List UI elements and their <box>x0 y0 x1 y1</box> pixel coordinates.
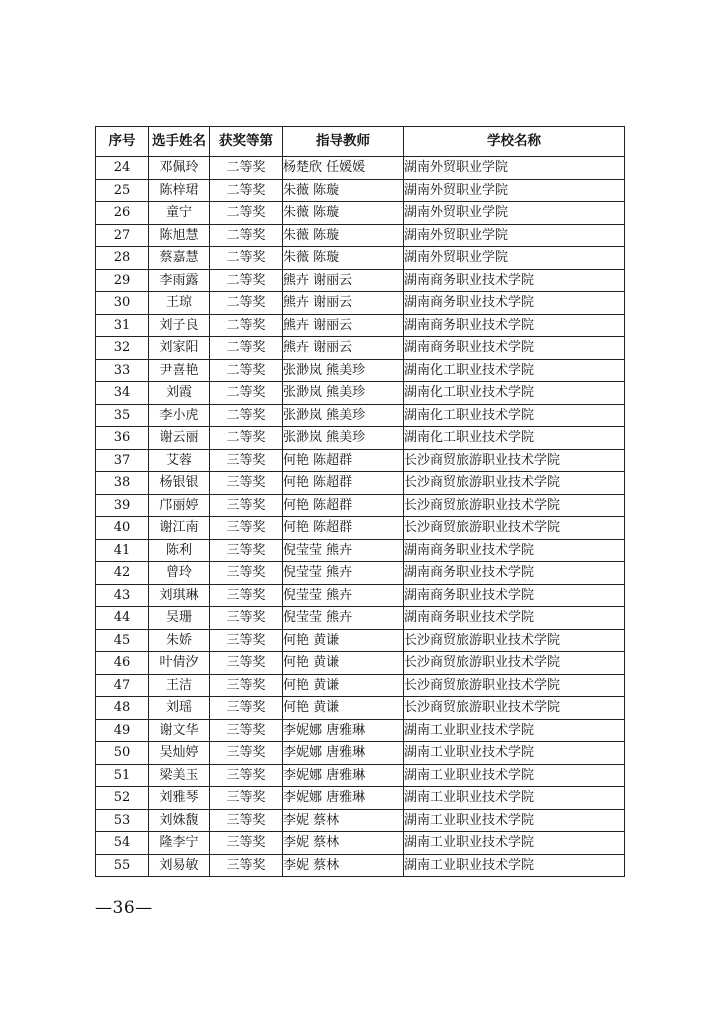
table-row <box>96 787 625 810</box>
award-level-cell: 二等奖 <box>210 314 283 337</box>
school-name-cell: 湖南商务职业技术学院 <box>404 607 625 630</box>
instructor-cell: 倪莹莹 熊卉 <box>283 607 404 630</box>
serial-number-cell: 36 <box>96 427 149 450</box>
serial-number-cell: 34 <box>96 382 149 405</box>
award-level-cell: 三等奖 <box>210 674 283 697</box>
table-row <box>96 584 625 607</box>
serial-number-cell: 27 <box>96 224 149 247</box>
award-level-cell: 三等奖 <box>210 742 283 765</box>
instructor-cell: 张渺岚 熊美珍 <box>283 404 404 427</box>
table-header-row <box>96 127 625 157</box>
table-row <box>96 562 625 585</box>
instructor-cell: 李妮 蔡林 <box>283 809 404 832</box>
table-row <box>96 719 625 742</box>
serial-number-cell: 44 <box>96 607 149 630</box>
table-body <box>96 157 625 877</box>
contestant-name-cell: 陈旭慧 <box>149 224 210 247</box>
school-name-cell: 长沙商贸旅游职业技术学院 <box>404 472 625 495</box>
award-level-cell: 二等奖 <box>210 157 283 180</box>
table-row <box>96 539 625 562</box>
award-level-cell: 三等奖 <box>210 652 283 675</box>
school-name-cell: 湖南商务职业技术学院 <box>404 562 625 585</box>
serial-number-cell: 43 <box>96 584 149 607</box>
school-name-cell: 长沙商贸旅游职业技术学院 <box>404 517 625 540</box>
award-level-cell: 二等奖 <box>210 247 283 270</box>
serial-number-cell: 48 <box>96 697 149 720</box>
contestant-name-cell: 刘雅琴 <box>149 787 210 810</box>
award-level-cell: 二等奖 <box>210 292 283 315</box>
contestant-name-cell: 谢文华 <box>149 719 210 742</box>
instructor-cell: 倪莹莹 熊卉 <box>283 584 404 607</box>
instructor-cell: 张渺岚 熊美珍 <box>283 382 404 405</box>
instructor-cell: 何艳 陈超群 <box>283 494 404 517</box>
serial-number-cell: 54 <box>96 832 149 855</box>
school-name-cell: 长沙商贸旅游职业技术学院 <box>404 629 625 652</box>
instructor-cell: 熊卉 谢丽云 <box>283 314 404 337</box>
table-row <box>96 517 625 540</box>
contestant-name-cell: 吴珊 <box>149 607 210 630</box>
instructor-cell: 熊卉 谢丽云 <box>283 269 404 292</box>
instructor-cell: 李妮娜 唐雅琳 <box>283 719 404 742</box>
contestant-name-cell: 蔡嘉慧 <box>149 247 210 270</box>
table-row <box>96 359 625 382</box>
header-contestant-name: 选手姓名 <box>149 127 210 157</box>
table-row <box>96 809 625 832</box>
table-row <box>96 247 625 270</box>
header-serial-number: 序号 <box>96 127 149 157</box>
header-award-level: 获奖等第 <box>210 127 283 157</box>
serial-number-cell: 52 <box>96 787 149 810</box>
school-name-cell: 湖南工业职业技术学院 <box>404 809 625 832</box>
table-row <box>96 854 625 877</box>
award-level-cell: 三等奖 <box>210 832 283 855</box>
table-row <box>96 292 625 315</box>
contestant-name-cell: 陈梓珺 <box>149 179 210 202</box>
header-school-name: 学校名称 <box>404 127 625 157</box>
serial-number-cell: 49 <box>96 719 149 742</box>
school-name-cell: 湖南外贸职业学院 <box>404 179 625 202</box>
instructor-cell: 何艳 陈超群 <box>283 517 404 540</box>
instructor-cell: 张渺岚 熊美珍 <box>283 427 404 450</box>
serial-number-cell: 39 <box>96 494 149 517</box>
serial-number-cell: 55 <box>96 854 149 877</box>
serial-number-cell: 37 <box>96 449 149 472</box>
award-level-cell: 二等奖 <box>210 427 283 450</box>
instructor-cell: 朱薇 陈璇 <box>283 247 404 270</box>
school-name-cell: 湖南商务职业技术学院 <box>404 337 625 360</box>
table-row <box>96 832 625 855</box>
instructor-cell: 何艳 黄谦 <box>283 697 404 720</box>
table-row <box>96 629 625 652</box>
serial-number-cell: 26 <box>96 202 149 225</box>
school-name-cell: 长沙商贸旅游职业技术学院 <box>404 494 625 517</box>
award-level-cell: 三等奖 <box>210 539 283 562</box>
serial-number-cell: 33 <box>96 359 149 382</box>
instructor-cell: 杨楚欣 任媛媛 <box>283 157 404 180</box>
contestant-name-cell: 王琼 <box>149 292 210 315</box>
award-level-cell: 三等奖 <box>210 764 283 787</box>
contestant-name-cell: 李雨露 <box>149 269 210 292</box>
contestant-name-cell: 邝丽婷 <box>149 494 210 517</box>
school-name-cell: 湖南商务职业技术学院 <box>404 269 625 292</box>
award-level-cell: 三等奖 <box>210 494 283 517</box>
table-row <box>96 674 625 697</box>
table-row <box>96 269 625 292</box>
contestant-name-cell: 刘琪琳 <box>149 584 210 607</box>
contestant-name-cell: 刘姝馥 <box>149 809 210 832</box>
instructor-cell: 何艳 陈超群 <box>283 472 404 495</box>
school-name-cell: 湖南工业职业技术学院 <box>404 854 625 877</box>
contestant-name-cell: 朱娇 <box>149 629 210 652</box>
school-name-cell: 湖南商务职业技术学院 <box>404 292 625 315</box>
instructor-cell: 朱薇 陈璇 <box>283 202 404 225</box>
instructor-cell: 李妮娜 唐雅琳 <box>283 742 404 765</box>
award-level-cell: 三等奖 <box>210 517 283 540</box>
contestant-name-cell: 杨银银 <box>149 472 210 495</box>
contestant-name-cell: 谢江南 <box>149 517 210 540</box>
serial-number-cell: 42 <box>96 562 149 585</box>
serial-number-cell: 51 <box>96 764 149 787</box>
table-row <box>96 157 625 180</box>
award-level-cell: 二等奖 <box>210 359 283 382</box>
serial-number-cell: 38 <box>96 472 149 495</box>
serial-number-cell: 45 <box>96 629 149 652</box>
serial-number-cell: 46 <box>96 652 149 675</box>
table-row <box>96 224 625 247</box>
school-name-cell: 湖南商务职业技术学院 <box>404 539 625 562</box>
school-name-cell: 湖南化工职业技术学院 <box>404 404 625 427</box>
school-name-cell: 湖南化工职业技术学院 <box>404 359 625 382</box>
contestant-name-cell: 梁美玉 <box>149 764 210 787</box>
award-level-cell: 三等奖 <box>210 629 283 652</box>
award-level-cell: 三等奖 <box>210 854 283 877</box>
school-name-cell: 湖南化工职业技术学院 <box>404 382 625 405</box>
award-level-cell: 三等奖 <box>210 697 283 720</box>
awards-table <box>95 126 625 877</box>
instructor-cell: 朱薇 陈璇 <box>283 179 404 202</box>
school-name-cell: 长沙商贸旅游职业技术学院 <box>404 449 625 472</box>
contestant-name-cell: 叶倩汐 <box>149 652 210 675</box>
award-level-cell: 二等奖 <box>210 382 283 405</box>
table-row <box>96 404 625 427</box>
instructor-cell: 何艳 黄谦 <box>283 652 404 675</box>
table-row <box>96 427 625 450</box>
instructor-cell: 张渺岚 熊美珍 <box>283 359 404 382</box>
table-row <box>96 179 625 202</box>
serial-number-cell: 24 <box>96 157 149 180</box>
serial-number-cell: 35 <box>96 404 149 427</box>
page-number: —36— <box>95 898 153 918</box>
school-name-cell: 湖南工业职业技术学院 <box>404 832 625 855</box>
contestant-name-cell: 邓佩玲 <box>149 157 210 180</box>
instructor-cell: 熊卉 谢丽云 <box>283 292 404 315</box>
school-name-cell: 湖南化工职业技术学院 <box>404 427 625 450</box>
contestant-name-cell: 尹喜艳 <box>149 359 210 382</box>
instructor-cell: 李妮 蔡林 <box>283 832 404 855</box>
serial-number-cell: 28 <box>96 247 149 270</box>
serial-number-cell: 29 <box>96 269 149 292</box>
school-name-cell: 湖南外贸职业学院 <box>404 224 625 247</box>
contestant-name-cell: 王洁 <box>149 674 210 697</box>
school-name-cell: 湖南外贸职业学院 <box>404 157 625 180</box>
instructor-cell: 何艳 黄谦 <box>283 629 404 652</box>
school-name-cell: 湖南外贸职业学院 <box>404 247 625 270</box>
instructor-cell: 李妮 蔡林 <box>283 854 404 877</box>
contestant-name-cell: 刘子良 <box>149 314 210 337</box>
contestant-name-cell: 隆李宁 <box>149 832 210 855</box>
table-row <box>96 382 625 405</box>
award-level-cell: 三等奖 <box>210 584 283 607</box>
serial-number-cell: 25 <box>96 179 149 202</box>
table-row <box>96 742 625 765</box>
table-row <box>96 764 625 787</box>
award-level-cell: 二等奖 <box>210 179 283 202</box>
serial-number-cell: 30 <box>96 292 149 315</box>
table-row <box>96 449 625 472</box>
instructor-cell: 李妮娜 唐雅琳 <box>283 764 404 787</box>
school-name-cell: 长沙商贸旅游职业技术学院 <box>404 697 625 720</box>
table-row <box>96 472 625 495</box>
serial-number-cell: 32 <box>96 337 149 360</box>
table-row <box>96 607 625 630</box>
instructor-cell: 何艳 陈超群 <box>283 449 404 472</box>
header-instructor: 指导教师 <box>283 127 404 157</box>
contestant-name-cell: 刘易敏 <box>149 854 210 877</box>
instructor-cell: 倪莹莹 熊卉 <box>283 539 404 562</box>
school-name-cell: 湖南工业职业技术学院 <box>404 764 625 787</box>
table-row <box>96 697 625 720</box>
award-level-cell: 二等奖 <box>210 404 283 427</box>
instructor-cell: 熊卉 谢丽云 <box>283 337 404 360</box>
table-row <box>96 494 625 517</box>
serial-number-cell: 31 <box>96 314 149 337</box>
award-level-cell: 三等奖 <box>210 449 283 472</box>
instructor-cell: 倪莹莹 熊卉 <box>283 562 404 585</box>
instructor-cell: 李妮娜 唐雅琳 <box>283 787 404 810</box>
serial-number-cell: 41 <box>96 539 149 562</box>
contestant-name-cell: 吴灿婷 <box>149 742 210 765</box>
contestant-name-cell: 李小虎 <box>149 404 210 427</box>
table-row <box>96 337 625 360</box>
serial-number-cell: 40 <box>96 517 149 540</box>
table-row <box>96 652 625 675</box>
instructor-cell: 朱薇 陈璇 <box>283 224 404 247</box>
award-level-cell: 三等奖 <box>210 787 283 810</box>
serial-number-cell: 47 <box>96 674 149 697</box>
contestant-name-cell: 陈利 <box>149 539 210 562</box>
contestant-name-cell: 刘瑶 <box>149 697 210 720</box>
award-level-cell: 二等奖 <box>210 269 283 292</box>
contestant-name-cell: 童宁 <box>149 202 210 225</box>
school-name-cell: 湖南工业职业技术学院 <box>404 787 625 810</box>
award-level-cell: 三等奖 <box>210 472 283 495</box>
serial-number-cell: 50 <box>96 742 149 765</box>
contestant-name-cell: 刘家阳 <box>149 337 210 360</box>
contestant-name-cell: 刘霞 <box>149 382 210 405</box>
school-name-cell: 长沙商贸旅游职业技术学院 <box>404 674 625 697</box>
school-name-cell: 湖南工业职业技术学院 <box>404 742 625 765</box>
school-name-cell: 长沙商贸旅游职业技术学院 <box>404 652 625 675</box>
contestant-name-cell: 谢云丽 <box>149 427 210 450</box>
award-level-cell: 二等奖 <box>210 224 283 247</box>
award-level-cell: 三等奖 <box>210 719 283 742</box>
award-level-cell: 三等奖 <box>210 562 283 585</box>
serial-number-cell: 53 <box>96 809 149 832</box>
school-name-cell: 湖南商务职业技术学院 <box>404 314 625 337</box>
award-level-cell: 二等奖 <box>210 202 283 225</box>
table-row <box>96 202 625 225</box>
award-level-cell: 三等奖 <box>210 607 283 630</box>
school-name-cell: 湖南商务职业技术学院 <box>404 584 625 607</box>
table-row <box>96 314 625 337</box>
school-name-cell: 湖南外贸职业学院 <box>404 202 625 225</box>
instructor-cell: 何艳 黄谦 <box>283 674 404 697</box>
contestant-name-cell: 曾玲 <box>149 562 210 585</box>
award-level-cell: 三等奖 <box>210 809 283 832</box>
contestant-name-cell: 艾蓉 <box>149 449 210 472</box>
award-level-cell: 二等奖 <box>210 337 283 360</box>
school-name-cell: 湖南工业职业技术学院 <box>404 719 625 742</box>
